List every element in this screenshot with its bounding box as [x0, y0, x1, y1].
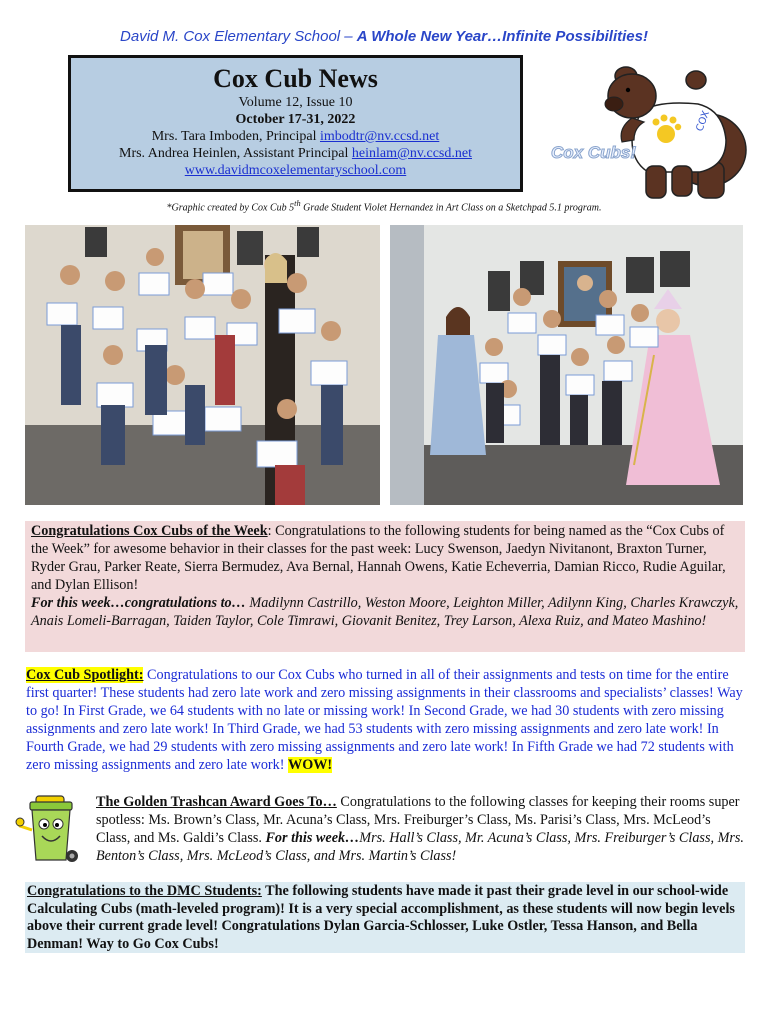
tagline-school: David M. Cox Elementary School –: [120, 28, 357, 45]
website-link[interactable]: www.davidmcoxelementaryschool.com: [184, 163, 407, 178]
issue-date: October 17-31, 2022: [235, 112, 356, 127]
trashcan-mascot-icon: [14, 794, 86, 868]
golden-trashcan-heading: The Golden Trashcan Award Goes To…: [96, 794, 337, 810]
students-with-certificates-photo: [25, 225, 380, 505]
tagline: [0, 28, 768, 45]
golden-trashcan-section: [96, 793, 746, 865]
tagline-motto: A Whole New Year…Infinite Possibilities!: [356, 28, 648, 45]
assistant-label: Mrs. Andrea Heinlen, Assistant Principal: [119, 146, 352, 161]
cubs-of-the-week-body: : Congratulations to the following students for being named as the “Cox Cubs of the Week” for awesome behavior in their classes for the past week: Lucy Swenson, Jaedyn Nivitanont, Braxton Turner, Ryder Grau, Parker Reate, Sierra Bermudez, Ava Bernal, Hannah Owens, Katie Echeverria, Damian Ricco, Rudie Aguilar, and Dylan Ellison!: [31, 523, 726, 593]
dmc-students-section: [25, 882, 745, 953]
assistant-email-link[interactable]: heinlam@nv.ccsd.net: [351, 146, 472, 161]
cox-cubs-label: Cox Cubs!: [551, 143, 636, 162]
bear-mascot-illustration: [548, 62, 748, 202]
wow-highlight: WOW!: [288, 757, 333, 773]
dmc-body: The following students have made it past their grade level in our school-wide Calculating Cubs (math-leveled program)! It is a very special accomplishment, as these students will now begin levels above their current grade level! Congratulations Dylan Garcia-Schlosser, Luke Ostler, Tessa Hanson, and Bella Denman! Way to Go Cox Cubs!: [27, 883, 735, 952]
golden-this-week-classes: Mrs. Hall’s Class, Mr. Acuna’s Class, Mrs. Freiburger’s Class, Mrs. Benton’s Class, Mrs. McLeod’s Class, and Mrs. Martin’s Class!: [96, 830, 744, 864]
principal-line: [71, 128, 520, 145]
golden-trashcan-body: Congratulations to the following classes for keeping their rooms super spotless: Ms. Brown’s Class, Mr. Acuna’s Class, Mrs. Freiburger’s Class, Ms. Parisi’s Class, Mrs. McLeod’s Class, and Ms. Galdi’s Class.: [96, 794, 740, 846]
spotlight-body: Congratulations to our Cox Cubs who turned in all of their assignments and tests on time for the entire first quarter! These students had zero late work and zero missing assignments in their classrooms and specialists’ classes! Way to go! In First Grade, we 64 students with no late or missing work! In Second Grade, we had 30 students with zero missing assignments and zero late work! In Third Grade, we had 53 students with zero missing assignments and zero late work! In Fourth Grade, we had 29 students with zero missing assignments and zero late work! In Fifth Grade we had 72 students with zero missing assignments and zero late work!: [26, 667, 743, 773]
credit-text-before: *Graphic created by Cox Cub 5: [166, 202, 295, 214]
this-week-names: Madilynn Castrillo, Weston Moore, Leighton Miller, Adilynn King, Charles Krawczyk, Anais Lomeli-Barragan, Taiden Taylor, Cole Timrawi, Giovanit Benitez, Trey Larson, Alexa Ruiz, and Mateo Mashino!: [31, 595, 739, 629]
assistant-principal-line: [71, 145, 520, 162]
cubs-of-the-week-section: [25, 521, 745, 652]
masthead: [68, 55, 523, 192]
costume-group-photo: [390, 225, 743, 505]
this-week-label: For this week…congratulations to…: [31, 595, 246, 611]
cox-cub-spotlight-section: [25, 666, 747, 774]
spotlight-heading: Cox Cub Spotlight:: [26, 667, 144, 683]
shirt-text: COX: [694, 109, 713, 134]
volume-issue: Volume 12, Issue 10: [238, 95, 353, 110]
graphic-credit: [0, 199, 768, 213]
cubs-of-the-week-heading: Congratulations Cox Cubs of the Week: [31, 523, 268, 539]
principal-email-link[interactable]: imbodtr@nv.ccsd.net: [319, 129, 440, 144]
website-line: [71, 162, 520, 179]
golden-this-week-label: For this week…: [265, 830, 360, 846]
dmc-heading: Congratulations to the DMC Students:: [27, 883, 262, 899]
newsletter-title: Cox Cub News: [213, 64, 378, 93]
principal-label: Mrs. Tara Imboden, Principal: [151, 129, 320, 144]
credit-sup: th: [294, 199, 301, 208]
credit-text-after: Grade Student Violet Hernandez in Art Class on a Sketchpad 5.1 program.: [300, 202, 602, 214]
